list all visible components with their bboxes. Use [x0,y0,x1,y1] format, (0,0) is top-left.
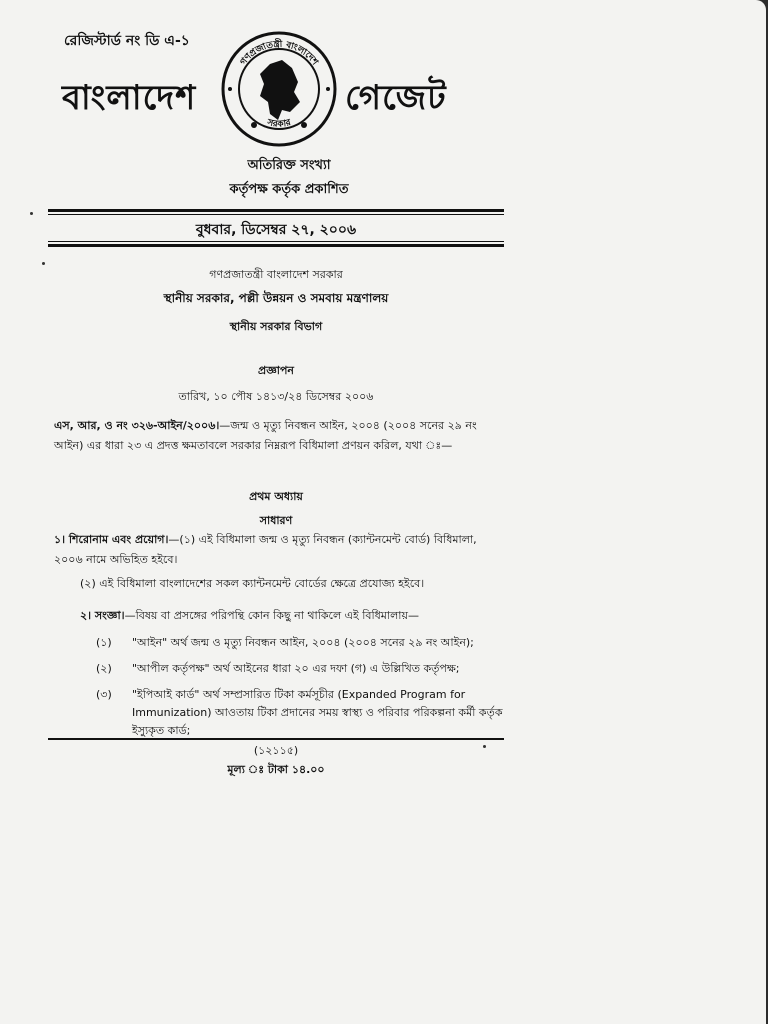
division-name: স্থানীয় সরকার বিভাগ [229,320,323,333]
price: মূল্য ঃ টাকা ১৪.০০ [227,763,325,776]
masthead-title-left: বাংলাদেশ [62,78,197,118]
issue-date: বুধবার, ডিসেম্বর ২৭, ২০০৬ [195,222,357,238]
list-item [96,686,506,740]
section-2 [80,606,506,626]
masthead-title-right: গেজেট [345,78,447,118]
list-item [96,660,506,678]
seal-top-text: গণপ্রজাতন্ত্রী বাংলাদেশ [238,39,320,68]
section-2-text: —বিষয় বা প্রসঙ্গের পরিপন্থি কোন কিছু না থাকিলে এই বিধিমালায়— [124,609,419,622]
sro-number: এস, আর, ও নং ৩২৬-আইন/২০০৬। [54,419,220,432]
seal-bottom-text: সরকার [266,117,293,130]
registration-number: রেজিস্টার্ড নং ডি এ-১ [64,33,190,49]
extraordinary-issue: অতিরিক্ত সংখ্যা [247,158,331,173]
chapter-title: প্রথম অধ্যায় [249,490,303,503]
ministry-name: স্থানীয় সরকার, পল্লী উন্নয়ন ও সমবায় মন্ত্রণালয় [163,291,389,305]
scan-speck [30,212,33,215]
definition-number: (৩) [96,688,112,701]
government-seal [220,30,338,148]
notice-date: তারিখ, ১০ পৌষ ১৪১৩/২৪ ডিসেম্বর ২০০৬ [178,390,374,403]
definition-number: (১) [96,636,112,649]
section-1 [54,530,506,570]
chapter-subtitle: সাধারণ [259,514,293,527]
definition-text: "আপীল কর্তৃপক্ষ" অর্থ আইনের ধারা ২০ এর দফা (গ) এ উল্লিখিত কর্তৃপক্ষ; [132,662,460,675]
published-by-authority: কর্তৃপক্ষ কর্তৃক প্রকাশিত [229,182,349,197]
scan-speck [42,262,45,265]
definition-text: "ইপিআই কার্ড" অর্থ সম্প্রসারিত টিকা কর্মসূচীর (Expanded Program for Immunization) আওতায় টিকা প্রদানের সময় স্বাস্থ্য ও পরিবার পরিকল্পনা কর্মী কর্তৃক ইস্যুকৃত কার্ড; [132,688,503,737]
section-2-heading: ২। সংজ্ঞা। [80,609,125,622]
section-1-heading: ১। শিরোনাম এবং প্রয়োগ। [54,533,169,546]
seal-emblem-icon [220,30,338,148]
sro-paragraph [54,416,506,456]
date-rule-thin [48,241,504,242]
top-rule [48,209,504,212]
scan-speck [483,745,486,748]
definition-text: "আইন" অর্থ জন্ম ও মৃত্যু নিবন্ধন আইন, ২০০৪ (২০০৪ সনের ২৯ নং আইন); [132,636,474,649]
notice-title: প্রজ্ঞাপন [258,364,294,377]
top-rule-thin [48,214,504,215]
definition-number: (২) [96,662,112,675]
date-rule [48,244,504,247]
svg-text:সরকার [265,118,293,130]
section-1-text: —(১) এই বিধিমালা জন্ম ও মৃত্যু নিবন্ধন (ক্যান্টনমেন্ট বোর্ড) বিধিমালা, ২০০৬ নামে অভিহিত হইবে। [54,533,477,566]
page-number: (১২১১৫) [253,744,299,757]
sro-text: —জন্ম ও মৃত্যু নিবন্ধন আইন, ২০০৪ (২০০৪ সনের ২৯ নং আইন) এর ধারা ২৩ এ প্রদত্ত ক্ষমতাবলে সরকার নিম্নরূপ বিধিমালা প্রণয়ন করিল, যথা ঃ— [54,419,477,452]
definitions-list [96,634,506,748]
list-item [96,634,506,652]
government-name: গণপ্রজাতন্ত্রী বাংলাদেশ সরকার [209,268,343,281]
section-1-clause-2: (২) এই বিধিমালা বাংলাদেশের সকল ক্যান্টনমেন্ট বোর্ডের ক্ষেত্রে প্রযোজ্য হইবে। [80,577,425,590]
footer-rule [48,738,504,740]
